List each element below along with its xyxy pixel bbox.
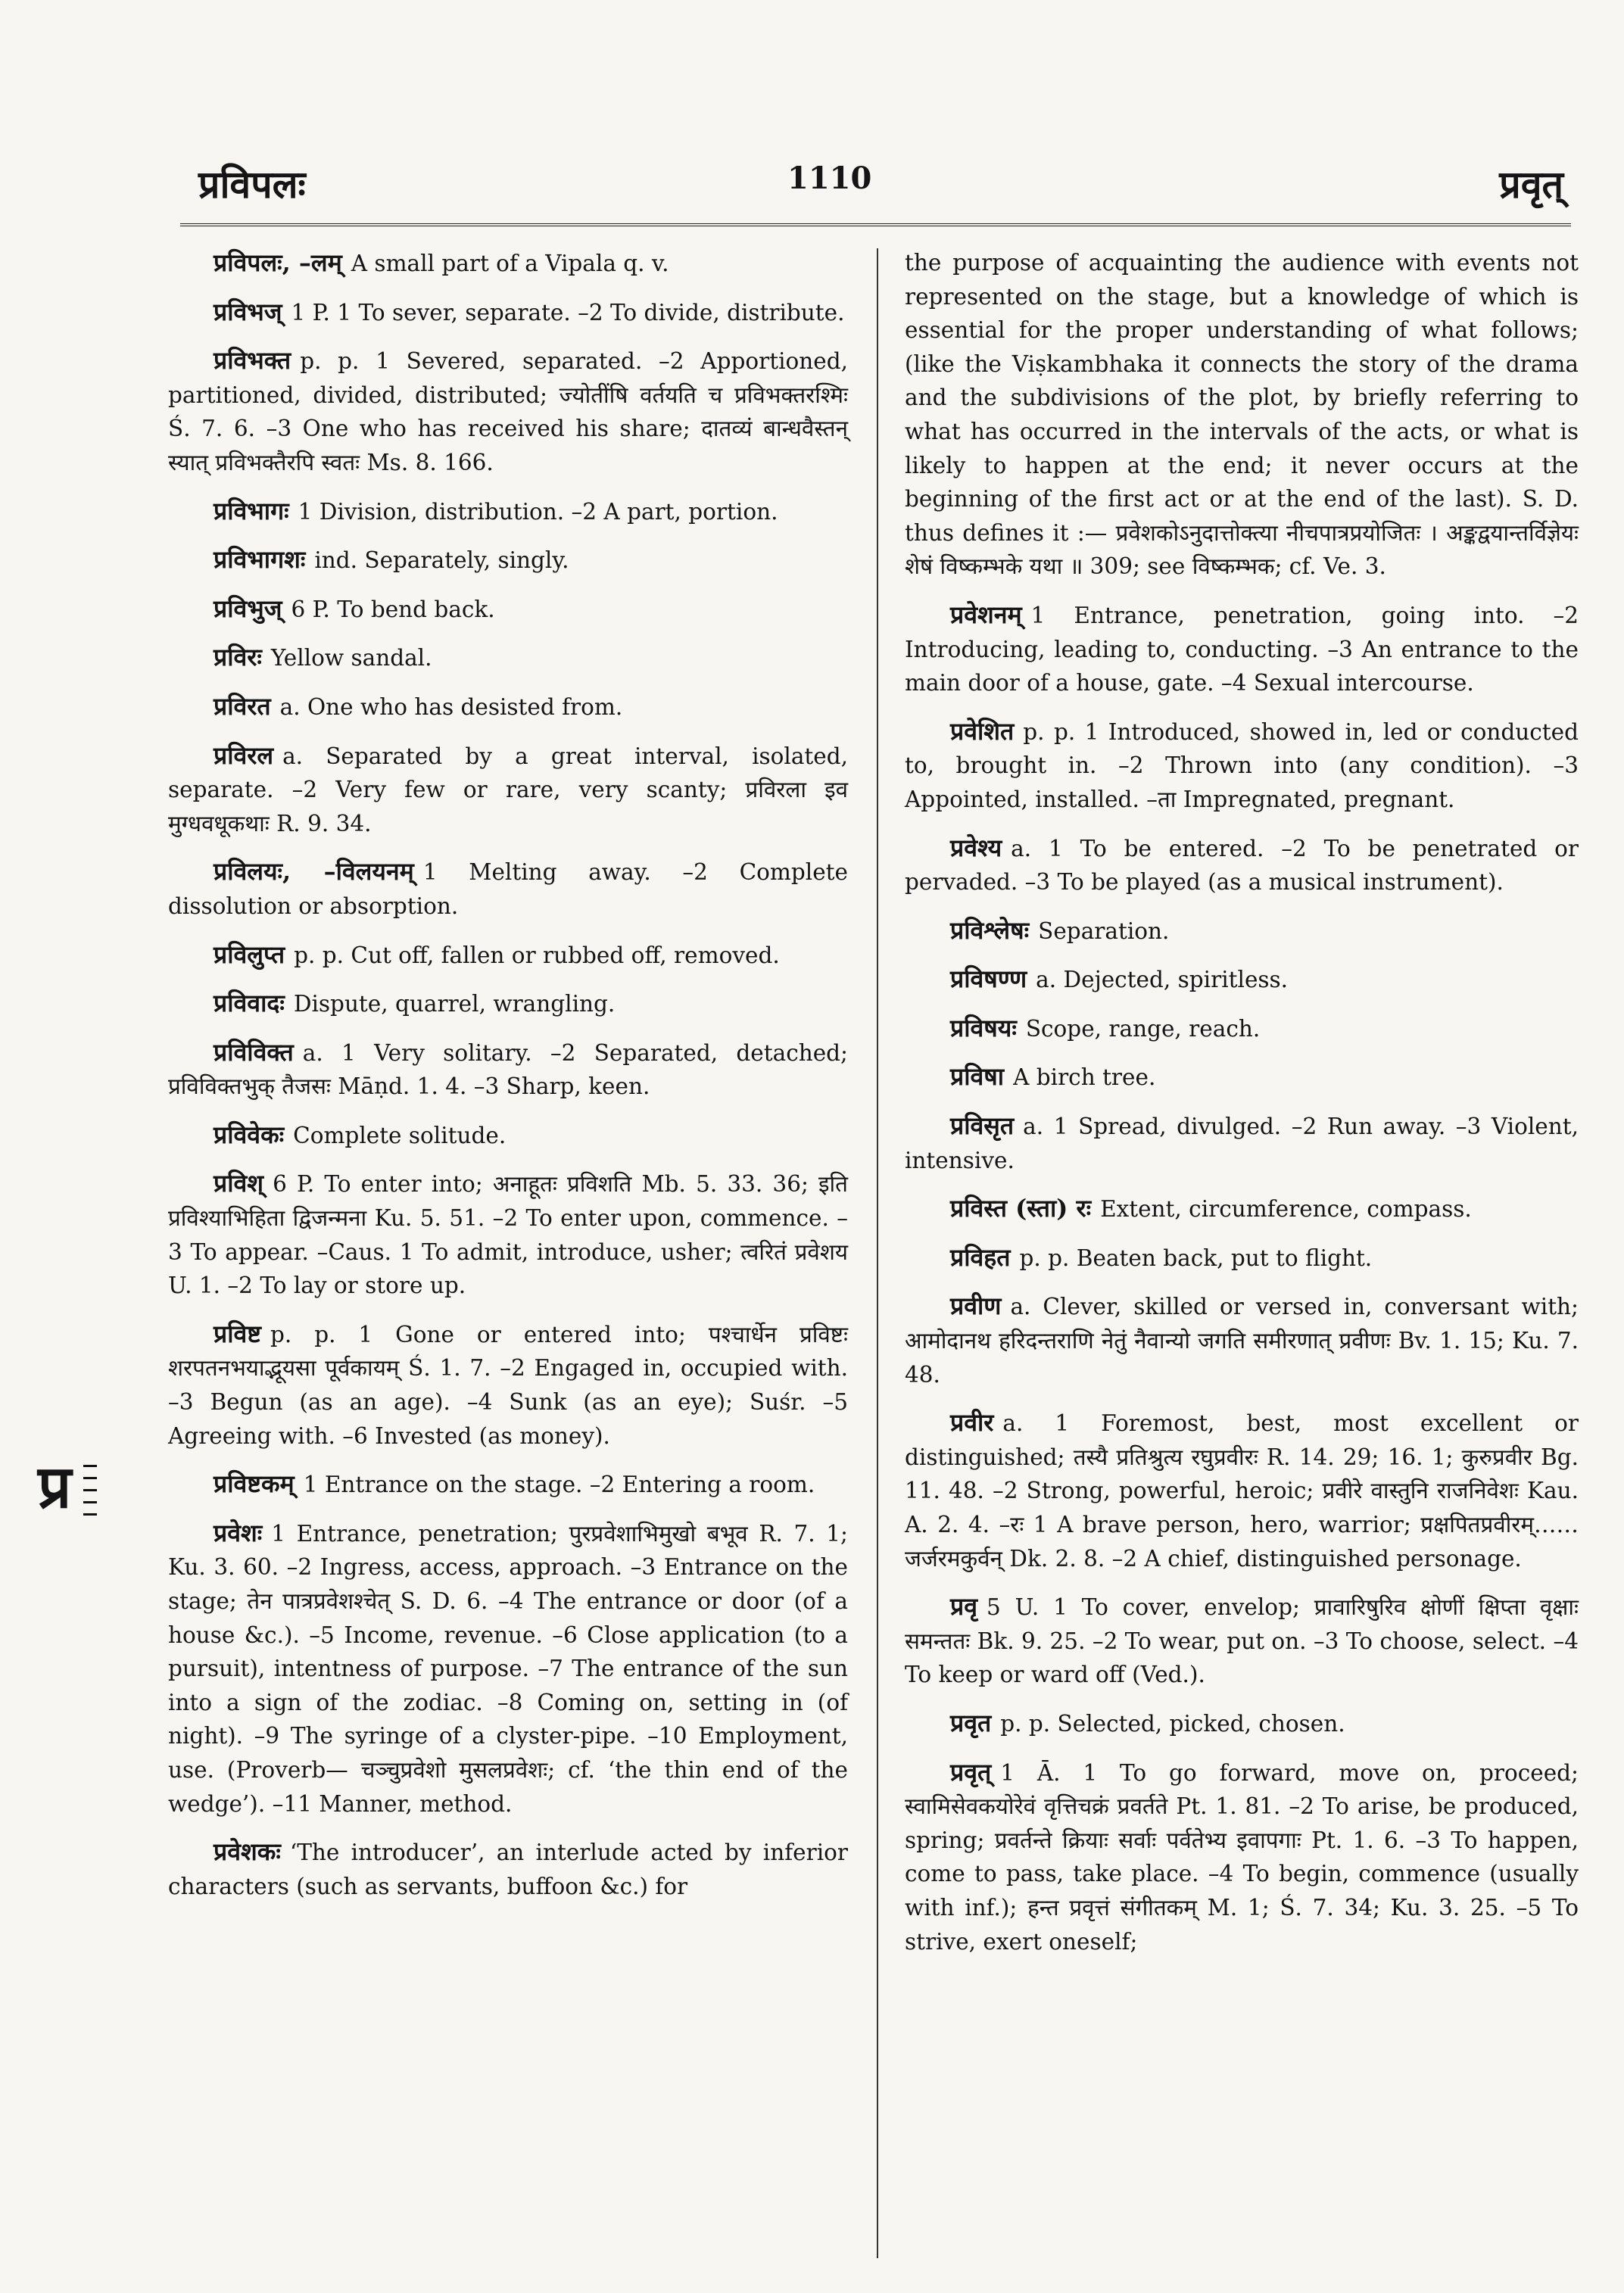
entry-definition: 1 Entrance on the stage. –2 Entering a room. [303, 1472, 815, 1498]
entry-headword: प्रवीर [950, 1408, 994, 1438]
entry-definition: 1 Entrance, penetration; पुरप्रवेशाभिमुखो बभूव R. 7. 1; Ku. 3. 60. –2 Ingress, access, approach. –3 Entrance on the stage; तेन पात्रप्रवेशश्चेत् S. D. 6. –4 The entrance or door (of a house &c.). –5 Income, revenue. –6 Close application (to a pursuit), intentness of purpose. –7 The entrance of the sun into a sign of the zodiac. –8 Coming on, setting in (of night). –9 The syringe of a clyster-pipe. –10 Employment, use. (Proverb— चञ्चुप्रवेशो मुसलप्रवेशः; cf. ‘the thin end of the wedge’). –11 Manner, method. [168, 1520, 848, 1817]
entry-headword: प्रवेशनम् [950, 600, 1022, 629]
dictionary-entry [905, 598, 1579, 700]
entry-definition: 1 Melting away. –2 Complete dissolution or absorption. [168, 859, 848, 919]
entry-definition: 1 Ā. 1 To go forward, move on, proceed; स्वामिसेवकयोरेवं वृत्तिचक्रं प्रवर्तते Pt. 1. 81. –2 To arise, be produced, spring; प्रवर्तन्ते क्रियाः सर्वाः पर्वतेभ्य इवापगाः Pt. 1. 6. –3 To happen, come to pass, take place. –4 To begin, commence (usually with inf.); हन्त प्रवृत्तं संगीतकम् M. 1; Ś. 7. 34; Ku. 3. 25. –5 To strive, exert oneself; [905, 1759, 1579, 1955]
entry-definition: a. Dejected, spiritless. [1036, 967, 1289, 993]
entry-headword: प्रविश् [214, 1169, 264, 1198]
dictionary-entry [168, 1835, 848, 1903]
dictionary-entry [168, 1516, 848, 1821]
entry-definition: Dispute, quarrel, wrangling. [293, 991, 616, 1017]
dictionary-entry [905, 1060, 1579, 1095]
entry-headword: प्रविषयः [950, 1013, 1017, 1042]
entry-headword: प्रविषा [950, 1062, 1005, 1092]
entry-headword: प्रविरल [214, 740, 274, 770]
entry-headword: प्रविपलः, –लम् [214, 248, 342, 277]
dictionary-entry [905, 1590, 1579, 1692]
entry-definition: 1 Division, distribution. –2 A part, portion. [298, 498, 778, 525]
entry-definition: Complete solitude. [293, 1122, 507, 1148]
entry-headword: प्रविषण्ण [950, 964, 1027, 994]
entry-definition: 5 U. 1 To cover, envelop; प्रावारिषुरिव क्षोणीं क्षिप्ता वृक्षाः समन्ततः Bk. 9. 25. –2 To wear, put on. –3 To choose, select. –4 To keep or ward off (Ved.). [905, 1594, 1579, 1688]
dictionary-entry [168, 855, 848, 923]
entry-headword: प्रविसृत [950, 1111, 1015, 1141]
entry-headword: प्रवेशित [950, 716, 1015, 746]
header-right-guideword: प्रवृत् [1499, 162, 1563, 207]
entry-definition: 6 P. To enter into; अनाहूतः प्रविशति Mb. 5. 33. 36; इति प्रविश्याभिहिता द्विजन्मना Ku. 5. 51. –2 To enter upon, commence. –3 To appear. –Caus. 1 To admit, introduce, usher; त्वरितं प्रवेशय U. 1. –2 To lay or store up. [168, 1171, 848, 1299]
page-number: 1110 [787, 160, 872, 196]
dictionary-entry [905, 1706, 1579, 1741]
entry-definition: a. One who has desisted from. [279, 693, 623, 720]
right-column [905, 246, 1579, 1973]
dictionary-entry [168, 1167, 848, 1302]
entry-definition: 6 P. To bend back. [291, 596, 495, 622]
dictionary-entry [168, 295, 848, 330]
dictionary-entry [168, 344, 848, 479]
entry-headword: प्रवृत् [950, 1757, 992, 1787]
dictionary-entry [168, 1118, 848, 1153]
entry-headword: प्रविरत [214, 691, 271, 721]
entry-headword: प्रविभागशः [214, 545, 306, 575]
dictionary-entry [905, 246, 1579, 584]
entry-headword: प्रविवादः [214, 989, 285, 1018]
entry-definition: Scope, range, reach. [1025, 1015, 1261, 1042]
thumb-index-tab [38, 1450, 97, 1533]
dictionary-entry [168, 938, 848, 973]
dictionary-entry [168, 246, 848, 281]
header-left-guideword: प्रविपलः [198, 162, 306, 207]
entry-definition: a. Separated by a great interval, isolated, separate. –2 Very few or rare, very scanty; प्रविरला इव मुग्धवधूकथाः R. 9. 34. [168, 743, 848, 837]
entry-headword: प्रवेशकः [214, 1837, 281, 1867]
dictionary-entry [905, 831, 1579, 899]
dictionary-entry [905, 1241, 1579, 1276]
dictionary-entry [905, 914, 1579, 949]
entry-definition: p. p. 1 Gone or entered into; पश्चार्धेन प्रविष्टः शरपतनभयाद्भूयसा पूर्वकायम् Ś. 1. 7. –2 Engaged in, occupied with. –3 Begun (as an age). –4 Sunk (as an eye); Suśr. –5 Agreeing with. –6 Invested (as money). [168, 1321, 848, 1449]
entry-headword: प्रविभक्त [214, 346, 291, 375]
entry-definition: ‘The introducer’, an interlude acted by inferior characters (such as servants, buffoon &c.) for [168, 1840, 848, 1899]
dictionary-entry [905, 1011, 1579, 1046]
dictionary-entry [168, 494, 848, 529]
entry-definition: A birch tree. [1013, 1064, 1156, 1091]
entry-headword: प्रविस्त (स्ता) रः [950, 1194, 1092, 1223]
entry-definition: ind. Separately, singly. [314, 547, 569, 574]
dictionary-entry [905, 715, 1579, 817]
dictionary-entry [168, 1317, 848, 1453]
entry-definition: a. 1 Very solitary. –2 Separated, detached; प्रविविक्तभुक् तैजसः Māṇd. 1. 4. –3 Sharp, keen. [168, 1039, 848, 1100]
header-rule [180, 223, 1571, 226]
entry-headword: प्रविलुप्त [214, 939, 285, 969]
entry-definition: Yellow sandal. [270, 645, 432, 671]
entry-definition: Separation. [1038, 918, 1170, 944]
dictionary-entry [905, 1109, 1579, 1177]
entry-headword: प्रविभुज् [214, 594, 282, 623]
entry-definition: p. p. Selected, picked, chosen. [1000, 1710, 1345, 1737]
entry-definition: p. p. 1 Severed, separated. –2 Apportioned, partitioned, divided, distributed; ज्योतींषि वर्तयति च प्रविभक्तरश्मिः Ś. 7. 6. –3 One who has received his share; दातव्यं बान्धवैस्तन् स्यात् प्रविभक्तैरपि स्वतः Ms. 8. 166. [168, 348, 848, 475]
entry-definition: a. Clever, skilled or versed in, conversant with; आमोदानथ हरिदन्तराणि नेतुं नैवान्यो जगति समीरणात् प्रवीणः Bv. 1. 15; Ku. 7. 48. [905, 1294, 1579, 1388]
entry-definition: the purpose of acquainting the audience with events not represented on the stage, but a knowledge of which is essential for the proper understanding of what follows; (like the Viṣkambhaka it connects the story of the drama and the subdivisions of the plot, by briefly referring to what has occurred in the intervals of the acts, or what is likely to happen at the end; it never occurs at the beginning of the first act or at the end of the last). S. D. thus defines it :— प्रवेशकोऽनुदात्तोक्त्या नीचपात्रप्रयोजितः । अङ्कद्वयान्तर्विज्ञेयः शेषं विष्कम्भके यथा ॥ 309; see विष्कम्भक; cf. Ve. 3. [905, 250, 1579, 580]
entry-headword: प्रवृ [950, 1592, 978, 1622]
entry-headword: प्रविविक्त [214, 1037, 294, 1067]
entry-definition: p. p. 1 Introduced, showed in, led or conducted to, brought in. –2 Thrown into (any condition). –3 Appointed, installed. –ता Impregnated, pregnant. [905, 718, 1579, 812]
entry-headword: प्रविलयः, –विलयनम् [214, 857, 414, 886]
dictionary-entry [168, 739, 848, 841]
dictionary-entry [168, 1467, 848, 1502]
entry-headword: प्रविश्लेषः [950, 915, 1030, 945]
entry-definition: 1 P. 1 To sever, separate. –2 To divide, distribute. [291, 299, 845, 326]
dictionary-entry [168, 986, 848, 1021]
dictionary-entry [168, 690, 848, 724]
thumb-index-letter: प्र [38, 1453, 72, 1522]
entry-definition: 1 Entrance, penetration, going into. –2 Introducing, leading to, conducting. –3 An entrance to the main door of a house, gate. –4 Sexual intercourse. [905, 602, 1579, 696]
dictionary-entry [168, 543, 848, 578]
entry-headword: प्रविहत [950, 1242, 1011, 1272]
entry-definition: a. 1 Spread, divulged. –2 Run away. –3 Violent, intensive. [905, 1114, 1579, 1173]
dictionary-entry [168, 1036, 848, 1104]
entry-headword: प्रवेश्य [950, 833, 1002, 862]
entry-headword: प्रविवेकः [214, 1120, 285, 1149]
left-column [168, 246, 848, 1918]
entry-definition: a. 1 Foremost, best, most excellent or distinguished; तस्यै प्रतिश्रुत्य रघुप्रवीरः R. 14. 29; 16. 1; कुरुप्रवीर Bg. 11. 48. –2 Strong, powerful, heroic; प्रवीरे वास्तुनि राजनिवेशः Kau. A. 2. 4. –रः 1 A brave person, hero, warrior; प्रक्षपितप्रवीरम्……जर्जरमकुर्वन् Dk. 2. 8. –2 A chief, distinguished personage. [905, 1410, 1579, 1572]
dictionary-entry [168, 592, 848, 627]
entry-headword: प्रविभागः [214, 496, 289, 525]
column-divider [877, 248, 878, 2258]
dictionary-entry [905, 962, 1579, 997]
entry-headword: प्रवेशः [214, 1518, 263, 1547]
entry-definition: Extent, circumference, compass. [1100, 1196, 1472, 1223]
dictionary-entry [905, 1756, 1579, 1959]
dictionary-entry [905, 1192, 1579, 1226]
entry-headword: प्रविभज् [214, 297, 282, 326]
entry-definition: p. p. Beaten back, put to flight. [1019, 1245, 1373, 1271]
entry-definition: A small part of a Vipala q. v. [351, 251, 669, 276]
entry-headword: प्रवृत [950, 1708, 992, 1737]
entry-definition: p. p. Cut off, fallen or rubbed off, removed. [294, 942, 780, 968]
entry-headword: प्रविष्टकम् [214, 1469, 295, 1499]
entry-definition: a. 1 To be entered. –2 To be penetrated or pervaded. –3 To be played (as a musical instrument). [905, 835, 1579, 896]
dictionary-entry [905, 1406, 1579, 1575]
entry-headword: प्रवीण [950, 1291, 1002, 1321]
entry-headword: प्रविरः [214, 643, 262, 672]
dictionary-entry [905, 1289, 1579, 1391]
entry-headword: प्रविष्ट [214, 1319, 261, 1348]
dictionary-entry [168, 640, 848, 675]
